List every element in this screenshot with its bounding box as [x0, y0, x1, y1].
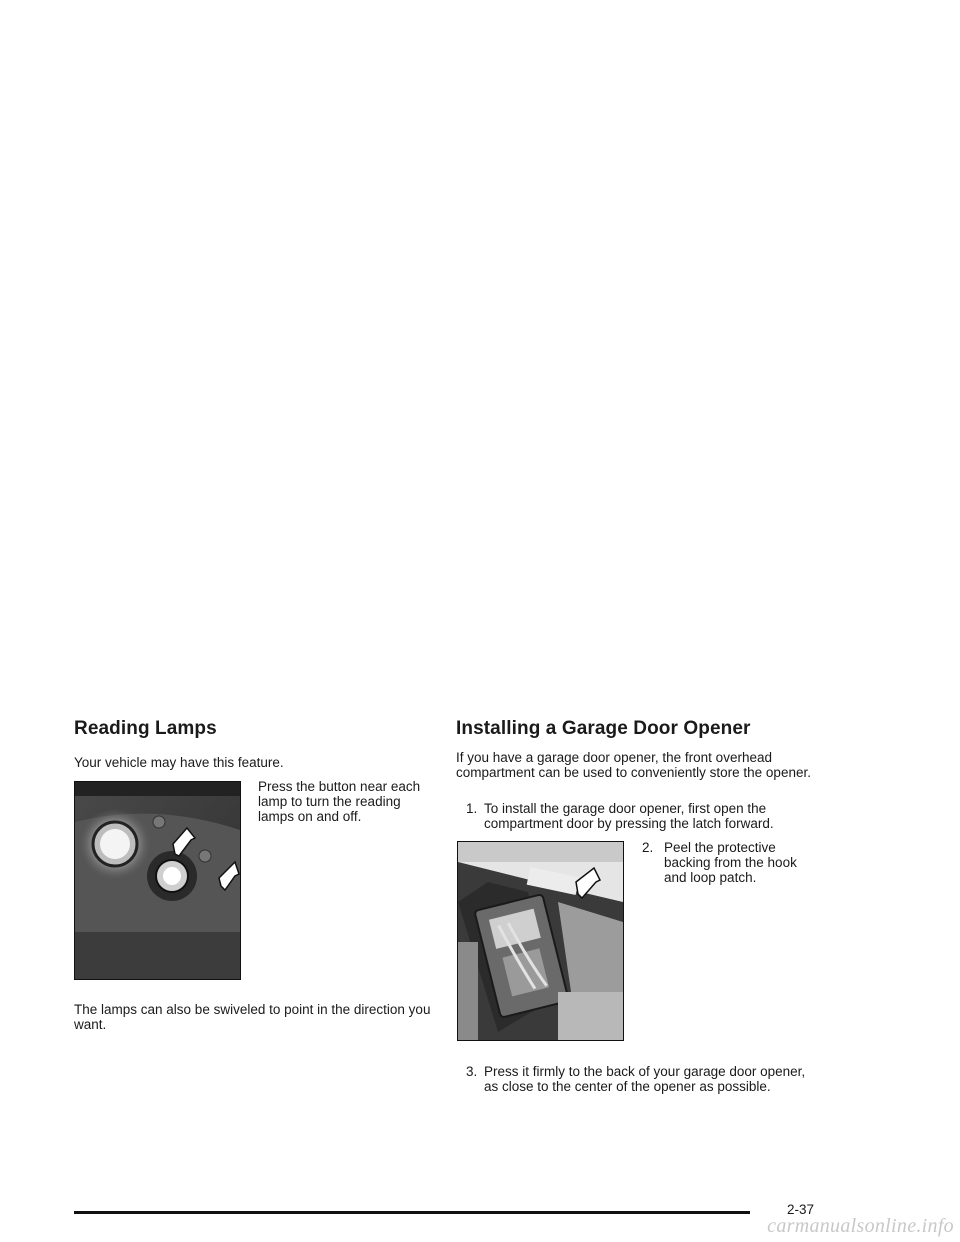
footer-rule — [74, 1211, 750, 1214]
step-text: Peel the protective backing from the hook and loop patch. — [664, 840, 797, 885]
section-title-garage-door-opener: Installing a Garage Door Opener — [456, 718, 751, 739]
garage-step-2 — [642, 840, 822, 885]
section-title-reading-lamps: Reading Lamps — [74, 718, 217, 739]
garage-step-3 — [466, 1064, 806, 1094]
garage-step-1 — [466, 801, 806, 831]
reading-lamps-intro: Your vehicle may have this feature. — [74, 755, 284, 770]
garage-opener-photo — [457, 841, 624, 1041]
watermark: carmanualsonline.info — [767, 1215, 954, 1237]
step-number: 3. — [466, 1064, 478, 1079]
step-number: 1. — [466, 801, 478, 816]
step-text: To install the garage door opener, first open the compartment door by pressing the latch forward. — [484, 801, 774, 831]
garage-intro: If you have a garage door opener, the front overhead compartment can be used to conveniently store the opener. — [456, 750, 811, 780]
page-number: 2-37 — [787, 1202, 815, 1217]
reading-lamps-caption: Press the button near each lamp to turn the reading lamps on and off. — [258, 779, 421, 824]
reading-lamps-outro: The lamps can also be swiveled to point in the direction you want. — [74, 1002, 431, 1032]
reading-lamps-photo — [74, 781, 241, 980]
step-text: Press it firmly to the back of your garage door opener, as close to the center of the opener as possible. — [484, 1064, 806, 1094]
step-number: 2. — [642, 840, 654, 855]
